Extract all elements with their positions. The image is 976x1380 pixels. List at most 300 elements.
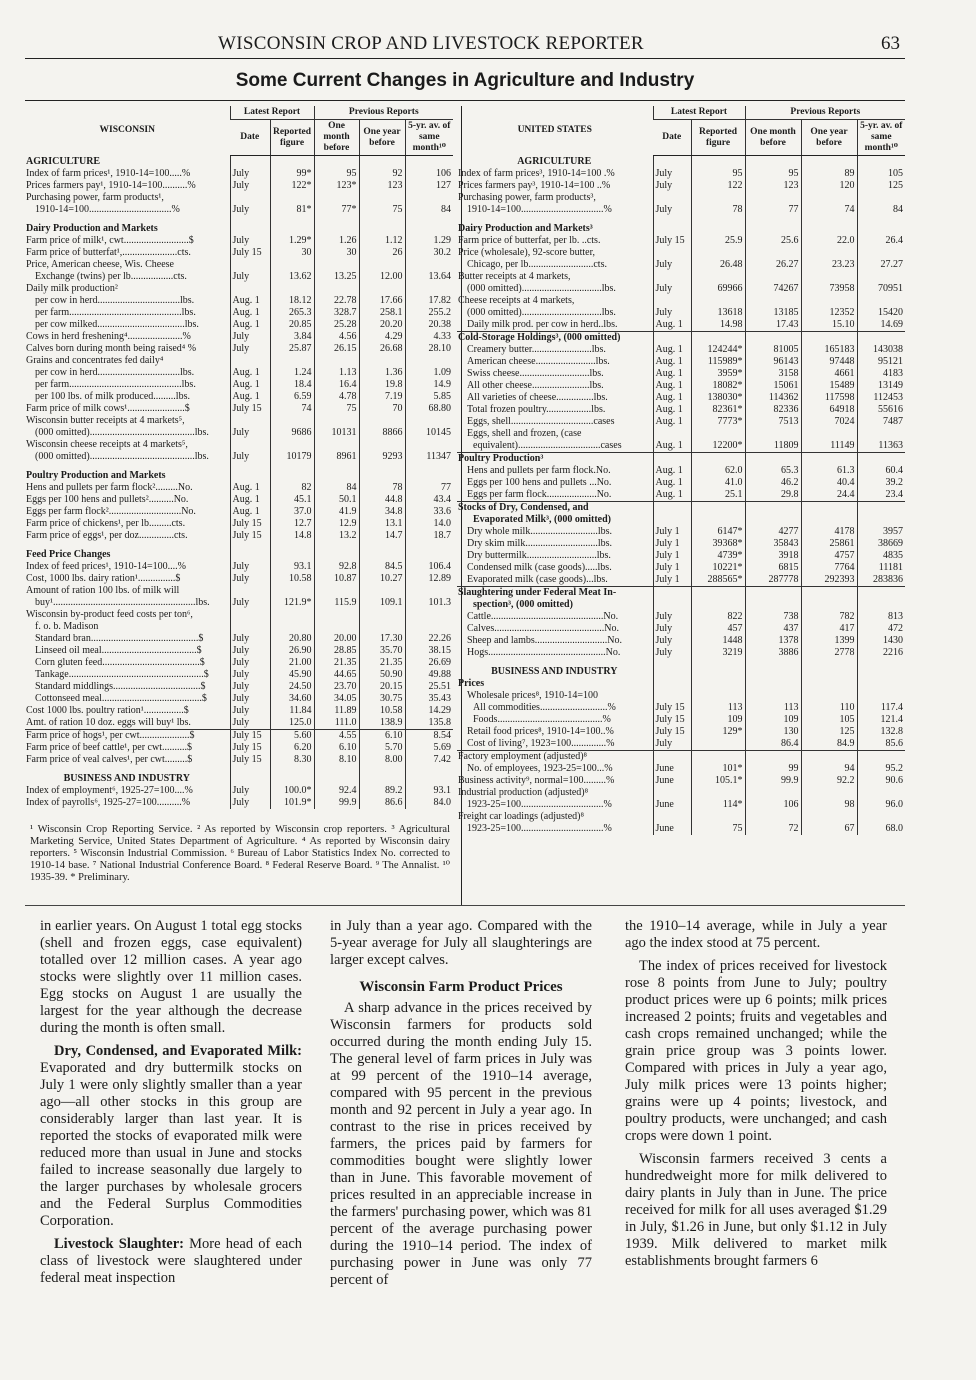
section-heading: Feed Price Changes	[26, 548, 111, 560]
five-year-avg-cell: 127	[405, 180, 453, 192]
reported-cell: 6147*	[691, 526, 745, 538]
year-before-cell: 15489	[801, 380, 857, 392]
table-row	[457, 416, 905, 428]
five-year-avg-cell	[405, 192, 453, 204]
date-cell: July	[230, 168, 270, 180]
five-year-avg-cell: 101.3	[405, 597, 453, 609]
table-row	[25, 391, 453, 403]
reported-cell: 81*	[270, 204, 314, 216]
date-cell: July	[230, 204, 270, 216]
year-before-cell: 782	[801, 611, 857, 623]
row-label: Farm price of beef cattle¹, per cwt..........$	[26, 741, 192, 753]
section-heading-row	[457, 156, 905, 168]
date-cell: July	[230, 343, 270, 355]
table-row	[25, 271, 453, 283]
table-row	[457, 404, 905, 416]
section-heading: Wisconsin Farm Product Prices	[359, 979, 563, 995]
row-label: Hens and pullets per farm flock².........No.	[26, 481, 193, 493]
date-cell	[653, 666, 691, 678]
year-before-cell	[801, 690, 857, 702]
five-year-avg-cell	[857, 331, 905, 344]
date-cell: July 15	[230, 247, 270, 259]
row-label: per farm.............................................lbs.	[35, 306, 196, 318]
year-before-cell: 34.8	[359, 506, 405, 518]
wi-month-header: One month before	[314, 120, 359, 156]
reported-cell: 8.30	[270, 754, 314, 766]
year-before-cell	[801, 678, 857, 690]
table-row	[25, 597, 453, 609]
reported-cell: 129*	[691, 726, 745, 738]
row-label: Eggs per 100 hens and pullets²..........No.	[26, 493, 189, 505]
year-before-cell: 4178	[801, 526, 857, 538]
date-cell	[653, 331, 691, 344]
row-label: buy¹.........................................................lbs.	[35, 596, 210, 608]
row-label: All commodities...........................%	[473, 701, 616, 713]
month-before-cell	[314, 549, 359, 561]
reported-cell	[270, 470, 314, 482]
date-cell: Aug. 1	[653, 477, 691, 489]
reported-cell: 3.84	[270, 331, 314, 343]
five-year-avg-cell	[857, 223, 905, 235]
reported-cell: 25.87	[270, 343, 314, 355]
month-before-cell: 86.4	[745, 738, 801, 751]
section-heading: AGRICULTURE	[517, 155, 592, 167]
reported-cell	[691, 452, 745, 465]
table-row	[457, 235, 905, 247]
row-label: Cattle.............................................No.	[467, 610, 619, 622]
five-year-avg-cell: 472	[857, 623, 905, 635]
reported-cell: 20.85	[270, 319, 314, 331]
reported-cell: 122*	[270, 180, 314, 192]
five-year-avg-cell: 7.42	[405, 754, 453, 766]
month-before-cell: 95	[314, 168, 359, 180]
five-year-avg-cell	[857, 452, 905, 465]
table-row	[457, 623, 905, 635]
five-year-avg-cell: 26.69	[405, 657, 453, 669]
month-before-cell: 11.89	[314, 705, 359, 717]
reported-cell: 9686	[270, 427, 314, 439]
month-before-cell: 26.27	[745, 259, 801, 271]
year-before-cell: 75	[359, 204, 405, 216]
paragraph: The index of prices received for livestock rose 8 points from June to July; poultry product prices were up 6 points; milk prices increased 2 points; fruits and vegetables and cash crops remained unchanged; while the grain price group was 3 points lower. Compared with prices in July a year ago, July milk prices were 13 points higher; grains were up 4 points; livestock, and poultry products, were unchanged; and cash crops were down 1 point.	[625, 958, 887, 1144]
reported-cell	[691, 787, 745, 799]
run-in-heading: Dry, Condensed, and Evaporated Milk:	[54, 1043, 302, 1059]
date-cell: July	[230, 669, 270, 681]
section-heading-row	[457, 666, 905, 678]
month-before-cell: 15061	[745, 380, 801, 392]
year-before-cell: 21.35	[359, 657, 405, 669]
date-cell: July 1	[653, 550, 691, 562]
year-before-cell: 24.4	[801, 489, 857, 502]
five-year-avg-cell: 132.8	[857, 726, 905, 738]
year-before-cell: 61.3	[801, 465, 857, 477]
date-cell: July 15	[230, 403, 270, 415]
five-year-avg-cell: 1.09	[405, 367, 453, 379]
year-before-cell: 7.19	[359, 391, 405, 403]
month-before-cell: 10.87	[314, 573, 359, 585]
month-before-cell: 11809	[745, 440, 801, 453]
date-cell: Aug. 1	[230, 482, 270, 494]
table-row	[457, 538, 905, 550]
year-before-cell: 89	[801, 168, 857, 180]
five-year-avg-cell: 14.29	[405, 705, 453, 717]
month-before-cell: 4.55	[314, 729, 359, 742]
month-before-cell	[745, 678, 801, 690]
year-before-cell	[801, 247, 857, 259]
reported-cell: 11.84	[270, 705, 314, 717]
year-before-cell	[801, 156, 857, 168]
five-year-avg-cell: 95121	[857, 356, 905, 368]
row-label: Tankage......................................................$	[35, 668, 209, 680]
date-cell	[653, 586, 691, 599]
year-before-cell: 26	[359, 247, 405, 259]
table-row	[457, 204, 905, 216]
row-label: Farm price of milk¹, cwt..........................$	[26, 234, 194, 246]
month-before-cell	[745, 156, 801, 168]
row-label: Chicago, per lb..........................cts.	[467, 258, 607, 270]
date-cell	[653, 750, 691, 763]
month-before-cell: 20.00	[314, 633, 359, 645]
reported-cell: 1.24	[270, 367, 314, 379]
spacer-cell	[359, 216, 405, 223]
row-label: Industrial production (adjusted)⁸	[458, 786, 589, 798]
reported-cell: 6.59	[270, 391, 314, 403]
text-column-3	[625, 918, 887, 1276]
five-year-avg-cell: 68.0	[857, 823, 905, 835]
date-cell: July	[230, 451, 270, 463]
table-row	[457, 465, 905, 477]
date-cell: July	[230, 597, 270, 609]
date-cell	[653, 271, 691, 283]
year-before-cell: 98	[801, 799, 857, 811]
table-row	[25, 717, 453, 730]
month-before-cell: 3158	[745, 368, 801, 380]
wi-avg-header: 5-yr. av. of same month¹⁰	[405, 120, 453, 156]
five-year-avg-cell: 1.29	[405, 235, 453, 247]
table-row	[25, 482, 453, 494]
month-before-cell: 30	[314, 247, 359, 259]
title-rule	[25, 100, 905, 101]
reported-cell: 39368*	[691, 538, 745, 550]
five-year-avg-cell: 11347	[405, 451, 453, 463]
month-before-cell	[314, 585, 359, 597]
year-before-cell: 17.66	[359, 295, 405, 307]
row-label: per farm.............................................lbs.	[35, 378, 196, 390]
date-cell: Aug. 1	[653, 489, 691, 502]
five-year-avg-cell: 70951	[857, 283, 905, 295]
row-label: Index of payrolls⁶, 1925-27=100..........%	[26, 796, 191, 808]
row-label: (000 omitted)..........................................lbs.	[35, 450, 209, 462]
row-label: Dry whole milk...........................lbs.	[467, 525, 612, 537]
table-row	[25, 295, 453, 307]
text-column-2	[330, 918, 592, 1295]
row-label: Dry buttermilk............................lbs.	[467, 549, 611, 561]
month-before-cell	[745, 811, 801, 823]
row-label: Linseed oil meal......................................$	[35, 644, 202, 656]
year-before-cell: 125	[801, 726, 857, 738]
five-year-avg-cell: 125	[857, 180, 905, 192]
date-cell: June	[653, 823, 691, 835]
row-label: 1923-25=100.................................%	[467, 798, 612, 810]
spacer-cell	[857, 216, 905, 223]
section-heading: Dairy Production and Markets³	[458, 222, 593, 234]
row-label: Cows in herd freshening⁴......................%	[26, 330, 191, 342]
table-row	[457, 368, 905, 380]
body-rule	[25, 905, 905, 906]
month-before-cell: 437	[745, 623, 801, 635]
running-title: WISCONSIN CROP AND LIVESTOCK REPORTER	[218, 33, 644, 54]
section-heading: BUSINESS AND INDUSTRY	[491, 665, 618, 677]
paragraph: the 1910–14 average, while in July a year ago the index stood at 75 percent.	[625, 918, 887, 951]
spacer-cell	[359, 463, 405, 470]
month-before-cell: 96143	[745, 356, 801, 368]
date-cell: Aug. 1	[230, 391, 270, 403]
row-label: (000 omitted)................................lbs.	[467, 282, 616, 294]
five-year-avg-cell: 38669	[857, 538, 905, 550]
year-before-cell: 74	[801, 204, 857, 216]
table-row	[457, 799, 905, 811]
five-year-avg-cell: 43.4	[405, 494, 453, 506]
year-before-cell: 8866	[359, 427, 405, 439]
date-cell: July 15	[653, 235, 691, 247]
row-label: Farm price of milk cows¹.......................$	[26, 402, 190, 414]
table-row	[25, 307, 453, 319]
date-cell: July	[653, 259, 691, 271]
section-heading-row	[25, 773, 453, 785]
year-before-cell: 10.27	[359, 573, 405, 585]
year-before-cell: 73958	[801, 283, 857, 295]
date-cell: Aug. 1	[653, 392, 691, 404]
row-label: f. o. b. Madison	[35, 620, 99, 632]
table-row	[457, 690, 905, 702]
reported-cell	[691, 295, 745, 307]
section-heading: Evaporated Milk³, (000 omitted)	[473, 513, 611, 525]
row-label: Cost 1000 lbs. poultry ration¹................$	[26, 704, 189, 716]
month-before-cell: 115.9	[314, 597, 359, 609]
reported-cell	[691, 738, 745, 751]
date-cell: July	[653, 168, 691, 180]
five-year-avg-cell	[857, 690, 905, 702]
reported-cell: 114*	[691, 799, 745, 811]
reported-cell	[270, 259, 314, 271]
us-year-header: One year before	[801, 120, 857, 156]
reported-cell: 122	[691, 180, 745, 192]
reported-cell: 288565*	[691, 574, 745, 587]
five-year-avg-cell: 5.85	[405, 391, 453, 403]
month-before-cell	[314, 439, 359, 451]
date-cell	[230, 439, 270, 451]
five-year-avg-cell	[857, 599, 905, 611]
year-before-cell: 94	[801, 763, 857, 775]
month-before-cell: 6815	[745, 562, 801, 574]
table-row	[25, 669, 453, 681]
reported-cell: 93.1	[270, 561, 314, 573]
year-before-cell: 64918	[801, 404, 857, 416]
reported-cell	[691, 811, 745, 823]
row-label: Total frozen poultry..................lbs.	[467, 403, 606, 415]
month-before-cell	[745, 271, 801, 283]
row-label: 1910-14=100.................................%	[467, 203, 612, 215]
year-before-cell: 22.0	[801, 235, 857, 247]
five-year-avg-cell: 38.15	[405, 645, 453, 657]
date-cell: July	[230, 705, 270, 717]
reported-cell: 14.8	[270, 530, 314, 542]
year-before-cell: 86.6	[359, 797, 405, 809]
spacer-cell	[801, 659, 857, 666]
reported-cell: 115989*	[691, 356, 745, 368]
month-before-cell	[745, 501, 801, 514]
five-year-avg-cell: 14.0	[405, 518, 453, 530]
month-before-cell: 10131	[314, 427, 359, 439]
row-label: equivalent).................................cases	[473, 439, 622, 451]
five-year-avg-cell	[405, 223, 453, 235]
spacer-cell	[270, 542, 314, 549]
month-before-cell	[314, 259, 359, 271]
row-label: per cow in herd.................................lbs.	[35, 294, 195, 306]
reported-cell: 14.98	[691, 319, 745, 332]
five-year-avg-cell	[857, 750, 905, 763]
date-cell: July	[230, 633, 270, 645]
table-row	[457, 763, 905, 775]
reported-cell: 45.1	[270, 494, 314, 506]
month-before-cell: 92.4	[314, 785, 359, 797]
us-latest-header: Latest Report	[653, 106, 745, 120]
reported-cell: 822	[691, 611, 745, 623]
table-row	[457, 477, 905, 489]
spacer-cell	[25, 463, 230, 470]
spacer-cell	[857, 659, 905, 666]
date-cell: Aug. 1	[653, 440, 691, 453]
date-cell: July 1	[653, 562, 691, 574]
reported-cell: 457	[691, 623, 745, 635]
year-before-cell: 120	[801, 180, 857, 192]
table-row	[457, 562, 905, 574]
year-before-cell: 6.10	[359, 729, 405, 742]
row-label: Price, American cheese, Wis. Cheese	[26, 258, 174, 270]
section-heading-row	[25, 549, 453, 561]
reported-cell: 62.0	[691, 465, 745, 477]
row-label: Swiss cheese............................lbs.	[467, 367, 604, 379]
spacer-cell	[801, 216, 857, 223]
run-in-heading: Livestock Slaughter:	[54, 1236, 185, 1252]
paragraph	[40, 1043, 302, 1230]
five-year-avg-cell: 55616	[857, 404, 905, 416]
year-before-cell	[359, 223, 405, 235]
month-before-cell: 92.8	[314, 561, 359, 573]
spacer-row	[457, 659, 905, 666]
reported-cell: 26.90	[270, 645, 314, 657]
year-before-cell: 105	[801, 714, 857, 726]
date-cell: July 15	[653, 714, 691, 726]
date-cell	[653, 156, 691, 168]
year-before-cell: 123	[359, 180, 405, 192]
table-row	[25, 797, 453, 809]
date-cell: Aug. 1	[653, 404, 691, 416]
date-cell	[653, 678, 691, 690]
reported-cell	[270, 223, 314, 235]
year-before-cell: 110	[801, 702, 857, 714]
month-before-cell: 35843	[745, 538, 801, 550]
table-row	[25, 403, 453, 415]
year-before-cell: 8.00	[359, 754, 405, 766]
spacer-cell	[25, 542, 230, 549]
row-label: per cow in herd.................................lbs.	[35, 366, 195, 378]
month-before-cell	[314, 192, 359, 204]
reported-cell: 138030*	[691, 392, 745, 404]
row-label: Eggs, shell.................................cases	[467, 415, 615, 427]
date-cell	[230, 223, 270, 235]
date-cell	[653, 452, 691, 465]
year-before-cell	[359, 283, 405, 295]
date-cell: July	[230, 180, 270, 192]
five-year-avg-cell: 13.64	[405, 271, 453, 283]
year-before-cell	[801, 787, 857, 799]
reported-cell	[691, 192, 745, 204]
row-label: Factory employment (adjusted)⁸	[457, 750, 653, 763]
five-year-avg-cell: 1430	[857, 635, 905, 647]
row-label: Eggs per farm flock².............................No.	[26, 505, 196, 517]
date-cell: July	[230, 427, 270, 439]
spacer-cell	[457, 659, 653, 666]
row-label: per cow milked...................................lbs.	[35, 318, 199, 330]
date-cell: July 15	[653, 702, 691, 714]
date-cell	[230, 283, 270, 295]
month-before-cell: 328.7	[314, 307, 359, 319]
five-year-avg-cell	[405, 621, 453, 633]
date-cell: Aug. 1	[230, 494, 270, 506]
date-cell: Aug. 1	[653, 465, 691, 477]
five-year-avg-cell: 11363	[857, 440, 905, 453]
row-label: Foods..........................................%	[473, 713, 611, 725]
date-cell	[653, 501, 691, 514]
month-before-cell: 82336	[745, 404, 801, 416]
table-row	[25, 494, 453, 506]
five-year-avg-cell	[857, 586, 905, 599]
row-label: Corn gluten feed.......................................$	[35, 656, 205, 668]
month-before-cell: 17.43	[745, 319, 801, 332]
row-label: All other cheese.......................lbs.	[467, 379, 604, 391]
date-cell: July	[230, 235, 270, 247]
year-before-cell: 97448	[801, 356, 857, 368]
reported-cell: 75	[691, 823, 745, 835]
table-row	[25, 705, 453, 717]
date-cell	[653, 223, 691, 235]
five-year-avg-cell: 30.2	[405, 247, 453, 259]
us-table-panel	[457, 106, 905, 896]
reported-cell	[270, 549, 314, 561]
section-heading: BUSINESS AND INDUSTRY	[63, 772, 190, 784]
five-year-avg-cell: 8.54	[405, 729, 453, 742]
table-row	[25, 192, 453, 204]
year-before-cell: 89.2	[359, 785, 405, 797]
table-row	[25, 742, 453, 754]
reported-cell: 82	[270, 482, 314, 494]
month-before-cell: 77*	[314, 204, 359, 216]
section-heading: AGRICULTURE	[26, 155, 101, 167]
table-row	[25, 168, 453, 180]
reported-cell	[691, 750, 745, 763]
five-year-avg-cell: 23.4	[857, 489, 905, 502]
spacer-cell	[745, 659, 801, 666]
row-label: Sheep and lambs.............................No.	[467, 634, 622, 646]
table-row	[25, 573, 453, 585]
date-cell	[653, 247, 691, 259]
year-before-cell: 40.4	[801, 477, 857, 489]
reported-cell: 25.1	[691, 489, 745, 502]
row-label: Cost of living⁷, 1923=100..............%	[467, 737, 615, 749]
row-label: Farm price of eggs¹, per doz..............cts.	[26, 529, 188, 541]
year-before-cell	[359, 621, 405, 633]
